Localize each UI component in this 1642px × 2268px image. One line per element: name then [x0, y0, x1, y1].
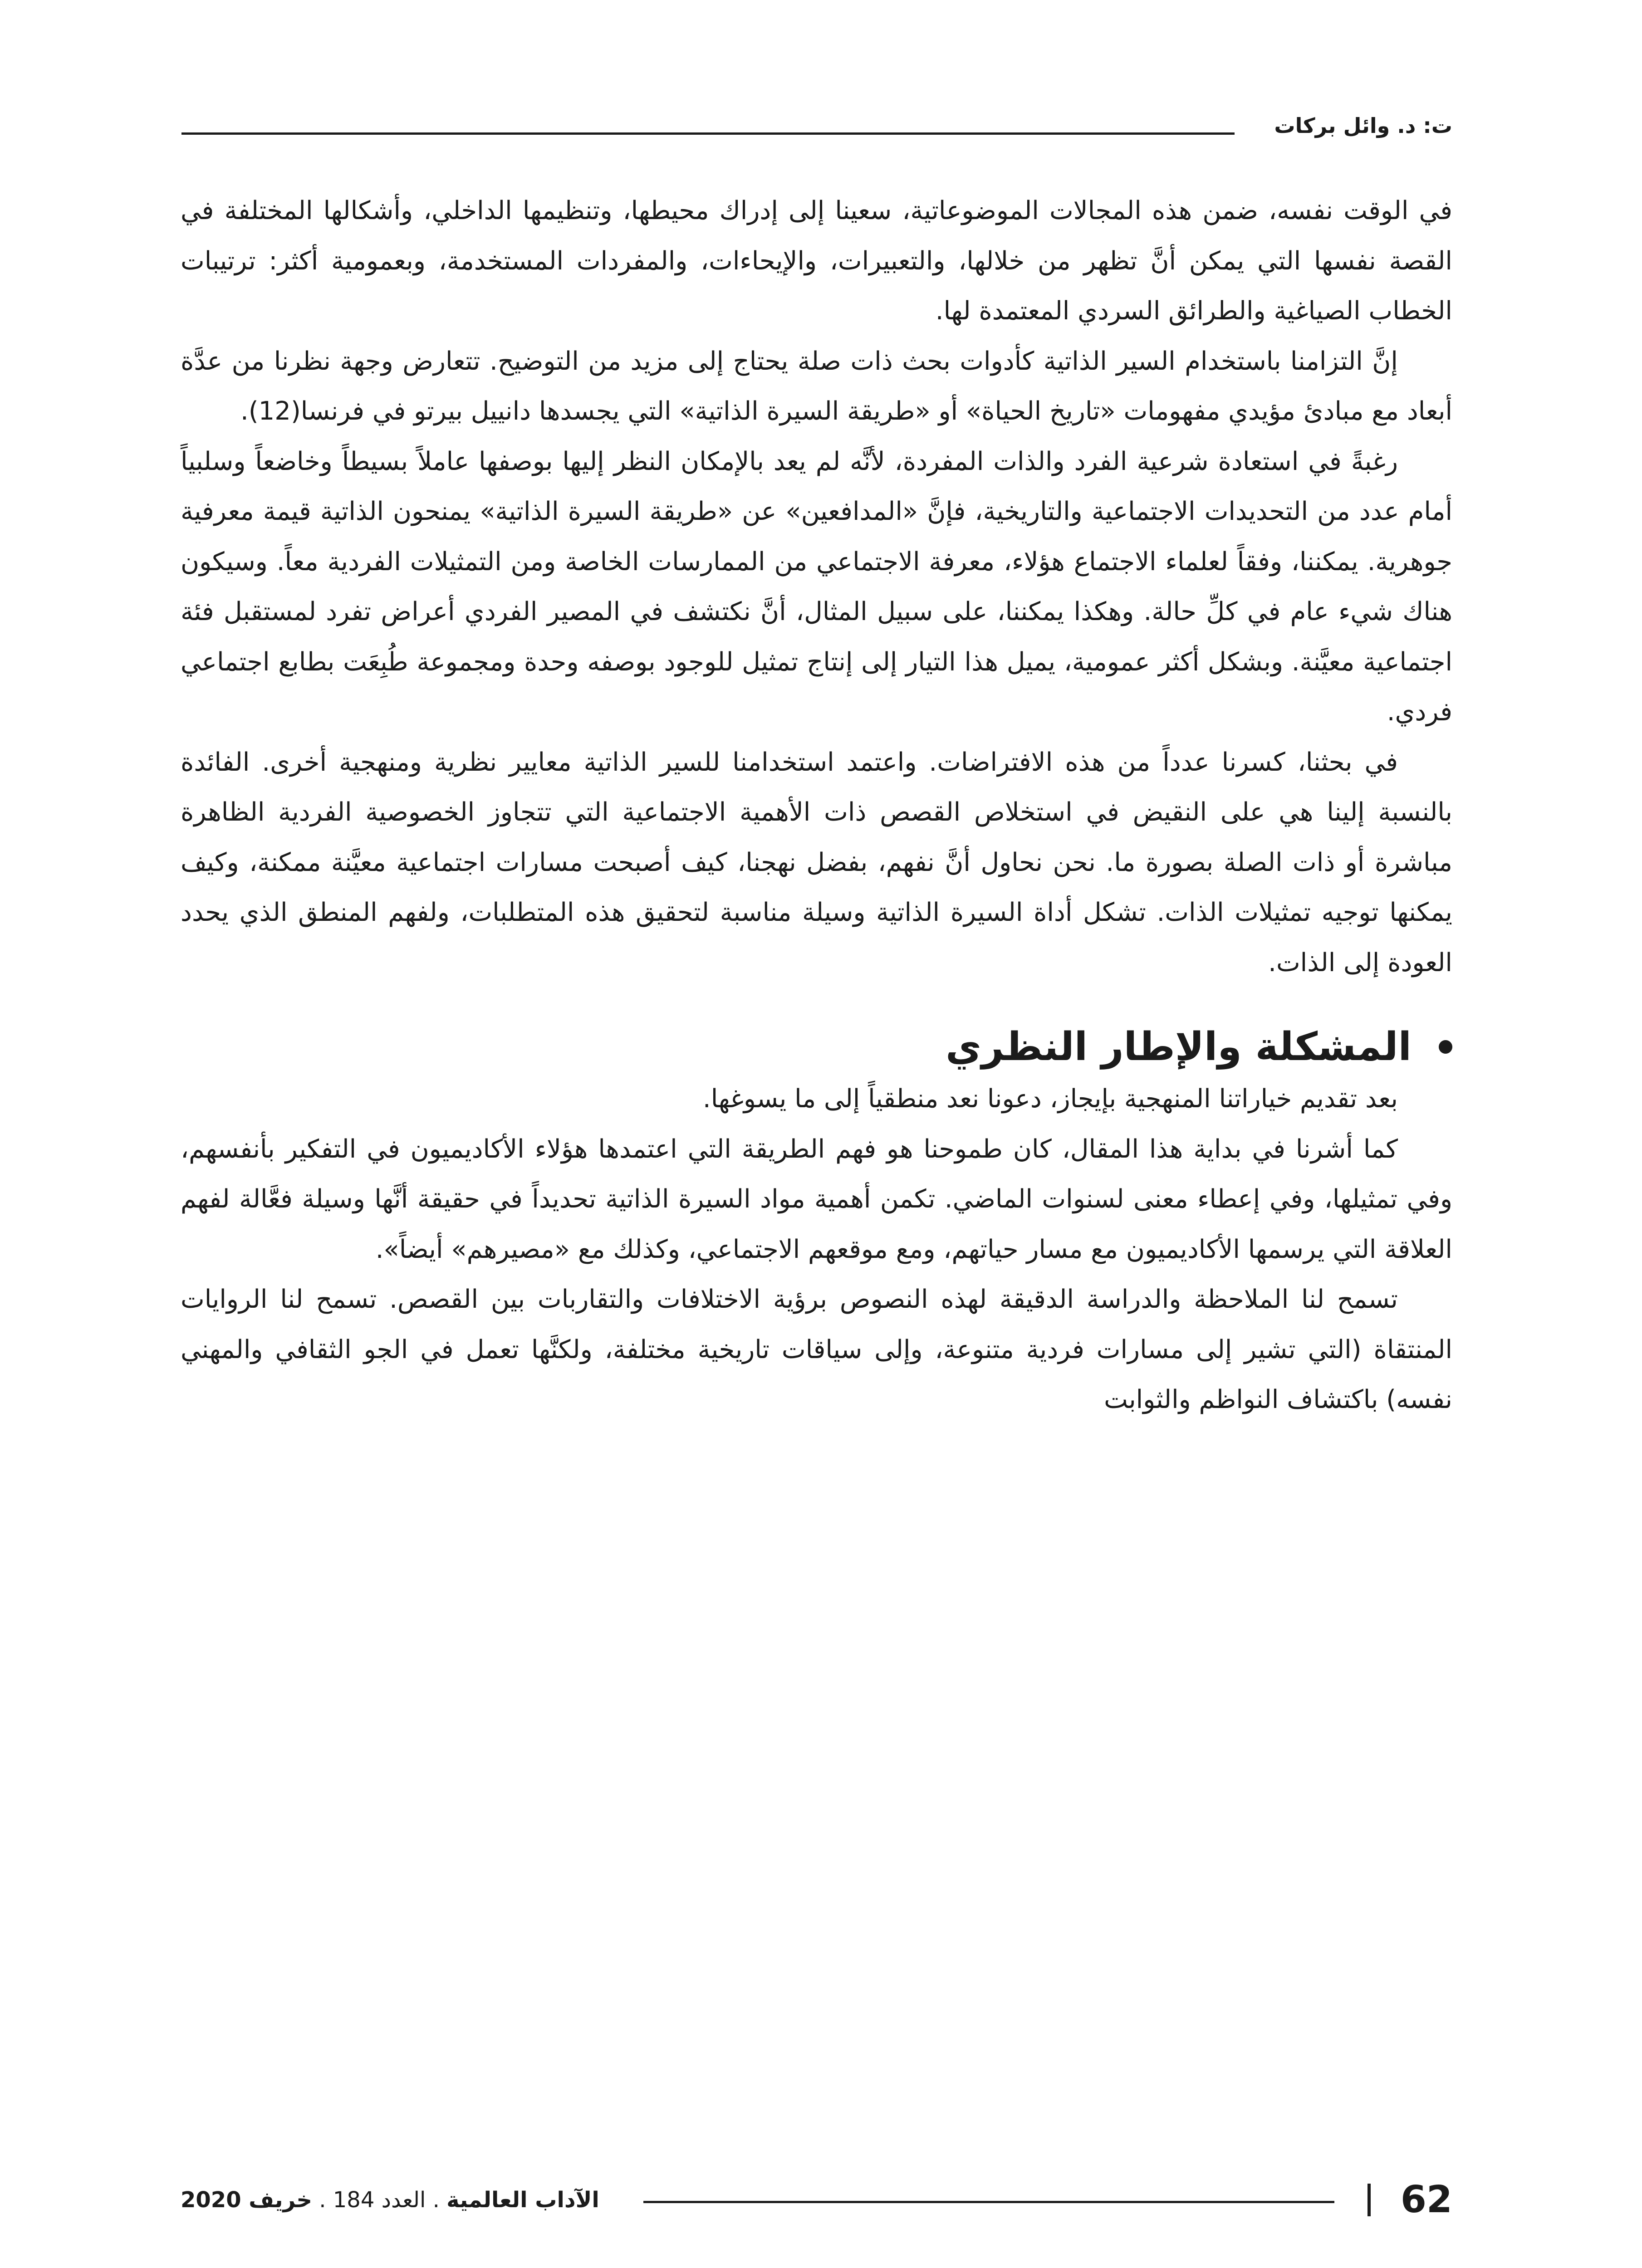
paragraph: رغبةً في استعادة شرعية الفرد والذات المفردة، لأنَّه لم يعد بالإمكان النظر إليها بوصفها عاملاً بسيطاً وخاضعاً وسلبياً أمام عدد من التحديدات الاجتماعية والتاريخية، فإنَّ «المدافعين» عن «طريقة السيرة الذاتية» يمنحون الذاتية قيمة معرفية جوهرية. يمكننا، وفقاً لعلماء الاجتماع هؤلاء، معرفة الاجتماعي من الممارسات الخاصة ومن التمثيلات الفردية معاً. وسيكون هناك شيء عام في كلِّ حالة. وهكذا يمكننا، على سبيل المثال، أنَّ نكتشف في المصير الفردي أعراض تفرد لمستقبل فئة اجتماعية معيَّنة. وبشكل أكثر عمومية، يميل هذا التيار إلى إنتاج تمثيل للوجود بوصفه وحدة ومجموعة طُبِعَت بطابع اجتماعي فردي. — [181, 446, 1452, 727]
journal-info — [181, 2177, 599, 2223]
footer-separator — [1368, 2184, 1371, 2216]
journal-season: خريف 2020 — [181, 2187, 312, 2213]
paragraph: كما أشرنا في بداية هذا المقال، كان طموحنا هو فهم الطريقة التي اعتمدها هؤلاء الأكاديميون في التفكير بأنفسهم، وفي تمثيلها، وفي إعطاء معنى لسنوات الماضي. تكمن أهمية مواد السيرة الذاتية تحديداً في حقيقة أنَّها وسيلة فعَّالة لفهم العلاقة التي يرسمها الأكاديميون مع مسار حياتهم، ومع موقعهم الاجتماعي، وكذلك مع «مصيرهم» أيضاً». — [181, 1134, 1452, 1264]
paragraph: في الوقت نفسه، ضمن هذه المجالات الموضوعاتية، سعينا إلى إدراك محيطها، وتنظيمها الداخلي، وأشكالها المختلفة في القصة نفسها التي يمكن أنَّ تظهر من خلالها، والتعبيرات، والإيحاءات، والمفردات المستخدمة، وبعمومية أكثر: ترتيبات الخطاب الصياغية والطرائق السردي المعتمدة لها. — [181, 196, 1452, 326]
journal-name: الآداب العالمية — [446, 2187, 599, 2213]
page-number: 62 — [1400, 2178, 1452, 2221]
paragraph: تسمح لنا الملاحظة والدراسة الدقيقة لهذه النصوص برؤية الاختلافات والتقاربات بين القصص. تسمح لنا الروايات المنتقاة (التي تشير إلى مسارات فردية متنوعة، وإلى سياقات تاريخية مختلفة، ولكنَّها تعمل في الجو الثقافي والمهني نفسه) باكتشاف النواظم والثوابت — [181, 1285, 1452, 1414]
header-rule — [181, 132, 1235, 135]
bullet-icon — [1439, 1040, 1452, 1054]
footer-rule — [643, 2201, 1334, 2203]
running-header — [181, 105, 1452, 146]
journal-issue: . العدد 184 . — [312, 2187, 447, 2213]
page-footer — [181, 2177, 1452, 2223]
section-heading-text: المشكلة والإطار النظري — [946, 1024, 1412, 1070]
header-author: ت: د. وائل بركات — [1274, 113, 1452, 138]
section-heading — [181, 1020, 1452, 1074]
paragraph: إنَّ التزامنا باستخدام السير الذاتية كأدوات بحث ذات صلة يحتاج إلى مزيد من التوضيح. تتعارض وجهة نظرنا من عدَّة أبعاد مع مبادئ مؤيدي مفهومات «تاريخ الحياة» أو «طريقة السيرة الذاتية» التي يجسدها دانييل بيرتو في فرنسا(12). — [181, 346, 1452, 426]
article-body — [181, 186, 1452, 1425]
paragraph: بعد تقديم خياراتنا المنهجية بإيجاز، دعونا نعد منطقياً إلى ما يسوغها. — [702, 1084, 1398, 1114]
paragraph: في بحثنا، كسرنا عدداً من هذه الافتراضات. واعتمد استخدامنا للسير الذاتية معايير نظرية ومنهجية أخرى. الفائدة بالنسبة إلينا هي على النقيض في استخلاص القصص ذات الأهمية الاجتماعية التي تتجاوز الخصوصية الفردية الظاهرة مباشرة أو ذات الصلة بصورة ما. نحن نحاول أنَّ نفهم، بفضل نهجنا، كيف أصبحت مسارات اجتماعية معيَّنة ممكنة، وكيف يمكنها توجيه تمثيلات الذات. تشكل أداة السيرة الذاتية وسيلة مناسبة لتحقيق هذه المتطلبات، ولفهم المنطق الذي يحدد العودة إلى الذات. — [181, 747, 1452, 978]
